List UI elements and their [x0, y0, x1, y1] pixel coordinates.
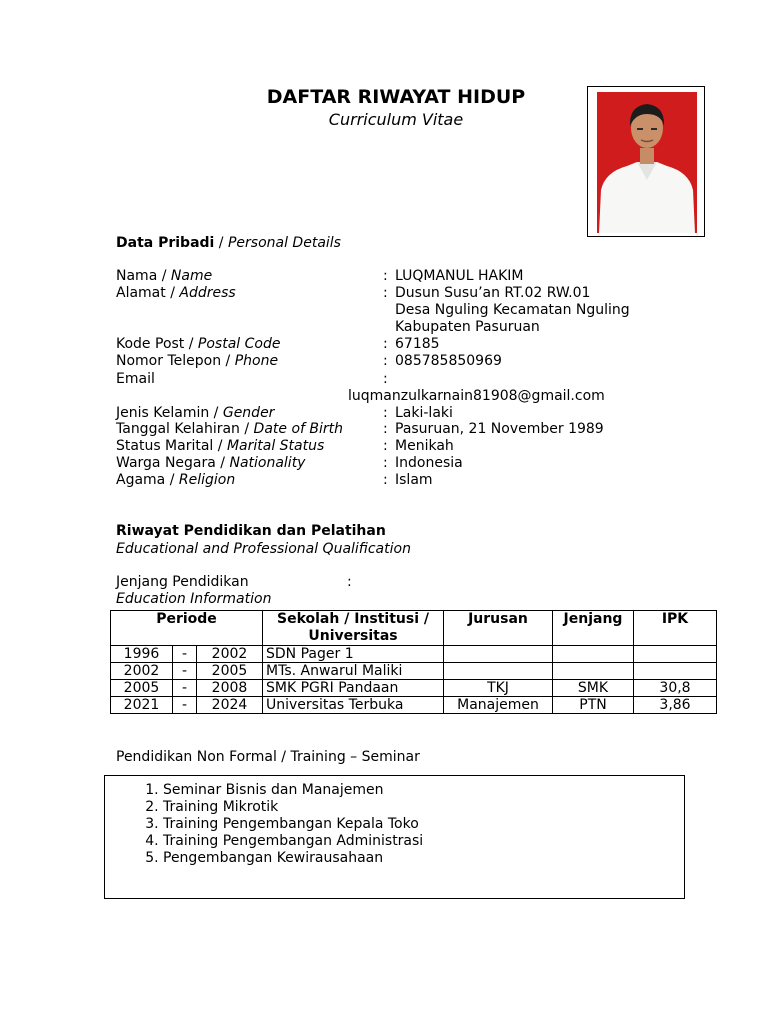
personal-details-heading: Data Pribadi / Personal Details — [116, 235, 341, 251]
person-portrait-icon — [597, 92, 697, 233]
list-item: 2. Training Mikrotik — [163, 799, 684, 816]
header-period: Periode — [111, 611, 263, 646]
page-subtitle: Curriculum Vitae — [328, 110, 464, 129]
list-item: 1. Seminar Bisnis dan Manajemen — [163, 782, 684, 799]
education-heading-en: Educational and Professional Qualification — [116, 541, 411, 557]
education-heading: Riwayat Pendidikan dan Pelatihan — [116, 523, 386, 539]
page-title: DAFTAR RIWAYAT HIDUP — [266, 86, 526, 108]
education-table — [110, 610, 717, 714]
header-level: Jenjang — [553, 611, 634, 646]
table-row: 2005 - 2008 SMK PGRI Pandaan TKJ SMK 30,8 — [111, 680, 717, 697]
education-level-en: Education Information — [116, 591, 272, 607]
education-level-colon: : — [347, 574, 352, 590]
training-box — [104, 775, 685, 899]
field-email-value: luqmanzulkarnain81908@gmail.com — [348, 388, 605, 404]
training-list — [105, 782, 684, 867]
list-item: 4. Training Pengembangan Administrasi — [163, 833, 684, 850]
table-row: 2021 - 2024 Universitas Terbuka Manajemen PTN 3,86 — [111, 697, 717, 714]
header-school: Sekolah / Institusi / Universitas — [263, 611, 444, 646]
photo-frame — [587, 86, 705, 237]
list-item: 3. Training Pengembangan Kepala Toko — [163, 816, 684, 833]
table-row: 1996 - 2002 SDN Pager 1 — [111, 646, 717, 663]
header-gpa: IPK — [634, 611, 717, 646]
education-level-label: Jenjang Pendidikan — [116, 574, 249, 590]
table-header-row — [111, 611, 717, 646]
list-item: 5. Pengembangan Kewirausahaan — [163, 850, 684, 867]
header-major: Jurusan — [444, 611, 553, 646]
profile-photo — [597, 92, 697, 233]
table-row: 2002 - 2005 MTs. Anwarul Maliki — [111, 663, 717, 680]
training-heading: Pendidikan Non Formal / Training – Seminar — [116, 749, 420, 765]
